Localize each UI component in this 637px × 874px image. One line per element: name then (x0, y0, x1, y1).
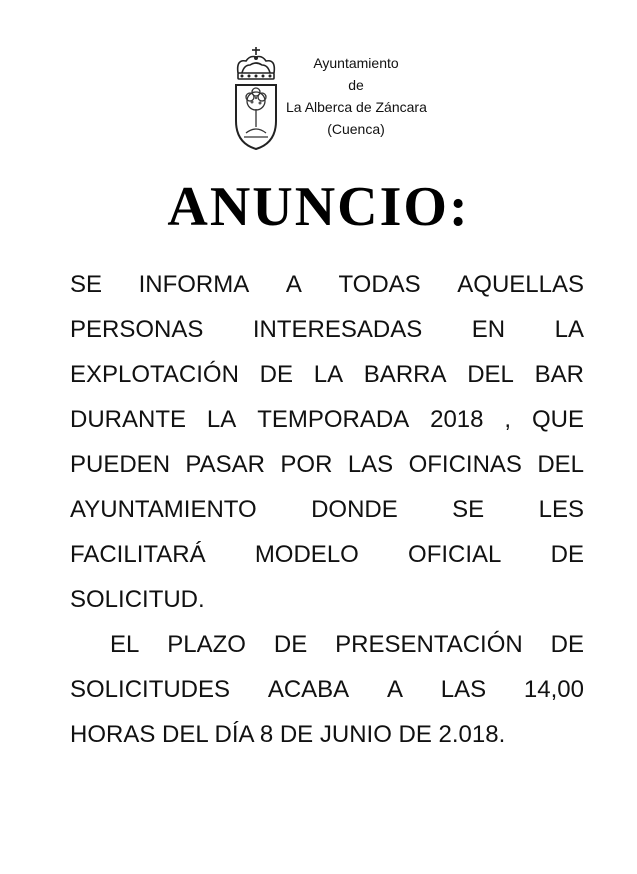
paragraph2-line-2 (70, 667, 584, 712)
word: AYUNTAMIENTO (70, 496, 257, 523)
paragraph1-line-5 (70, 442, 584, 487)
word: 2018 (430, 406, 484, 433)
header-line-4: (Cuenca) (327, 121, 385, 137)
word: MODELO (254, 541, 359, 568)
word: LA (313, 361, 344, 388)
municipality-header (286, 52, 426, 140)
paragraph1-line-7 (70, 532, 584, 577)
word: DE (259, 361, 293, 388)
paragraph1-line-1 (70, 262, 584, 307)
paragraph-2 (70, 622, 584, 757)
word: 14,00 (523, 676, 584, 703)
header-line-2: de (348, 77, 364, 93)
word: A (386, 676, 403, 703)
word: LA (554, 316, 584, 343)
word: DONDE (311, 496, 398, 523)
word: LA (206, 406, 237, 433)
word: DEL (537, 451, 584, 478)
word: LES (538, 496, 584, 523)
paragraph1-line-8: SOLICITUD. (70, 586, 205, 613)
paragraph2-line-1 (70, 622, 584, 667)
word: PERSONAS (70, 316, 204, 343)
word: DE (550, 541, 584, 568)
word: INFORMA (138, 271, 250, 298)
word: OFICIAL (408, 541, 502, 568)
word: OFICINAS (408, 451, 522, 478)
word: LAS (347, 451, 394, 478)
header-line-1: Ayuntamiento (313, 55, 399, 71)
paragraph1-line-4 (70, 397, 584, 442)
word: QUE (531, 406, 584, 433)
word: INTERESADAS (252, 316, 423, 343)
header-line-3: La Alberca de Záncara (286, 99, 427, 115)
word: FACILITARÁ (70, 541, 206, 568)
paragraph1-line-6 (70, 487, 584, 532)
notice-title: ANUNCIO: (167, 176, 470, 238)
word: ACABA (267, 676, 350, 703)
word: LAS (440, 676, 487, 703)
word: TODAS (338, 271, 421, 298)
word: SE (70, 271, 103, 298)
municipal-crest-icon (232, 45, 280, 151)
word: DURANTE (70, 406, 187, 433)
word: , (504, 406, 512, 433)
notice-body (70, 262, 584, 757)
word: BARRA (363, 361, 447, 388)
word: DE (273, 631, 308, 658)
word: A (285, 271, 302, 298)
word: EXPLOTACIÓN (70, 361, 239, 388)
word: SE (452, 496, 485, 523)
word: EN (471, 316, 506, 343)
word: PLAZO (167, 631, 246, 658)
paragraph2-line-3: HORAS DEL DÍA 8 DE JUNIO DE 2.018. (70, 721, 506, 748)
word: DE (550, 631, 584, 658)
word: PRESENTACIÓN (335, 631, 523, 658)
word: BAR (534, 361, 584, 388)
word: DEL (467, 361, 514, 388)
word: PUEDEN (70, 451, 171, 478)
word: POR (280, 451, 333, 478)
word: SOLICITUDES (70, 676, 231, 703)
word: PASAR (185, 451, 266, 478)
paragraph1-line-2 (70, 307, 584, 352)
paragraph1-line-3 (70, 352, 584, 397)
word: AQUELLAS (457, 271, 584, 298)
word: TEMPORADA (257, 406, 410, 433)
word: EL (110, 631, 140, 658)
paragraph-1 (70, 262, 584, 622)
